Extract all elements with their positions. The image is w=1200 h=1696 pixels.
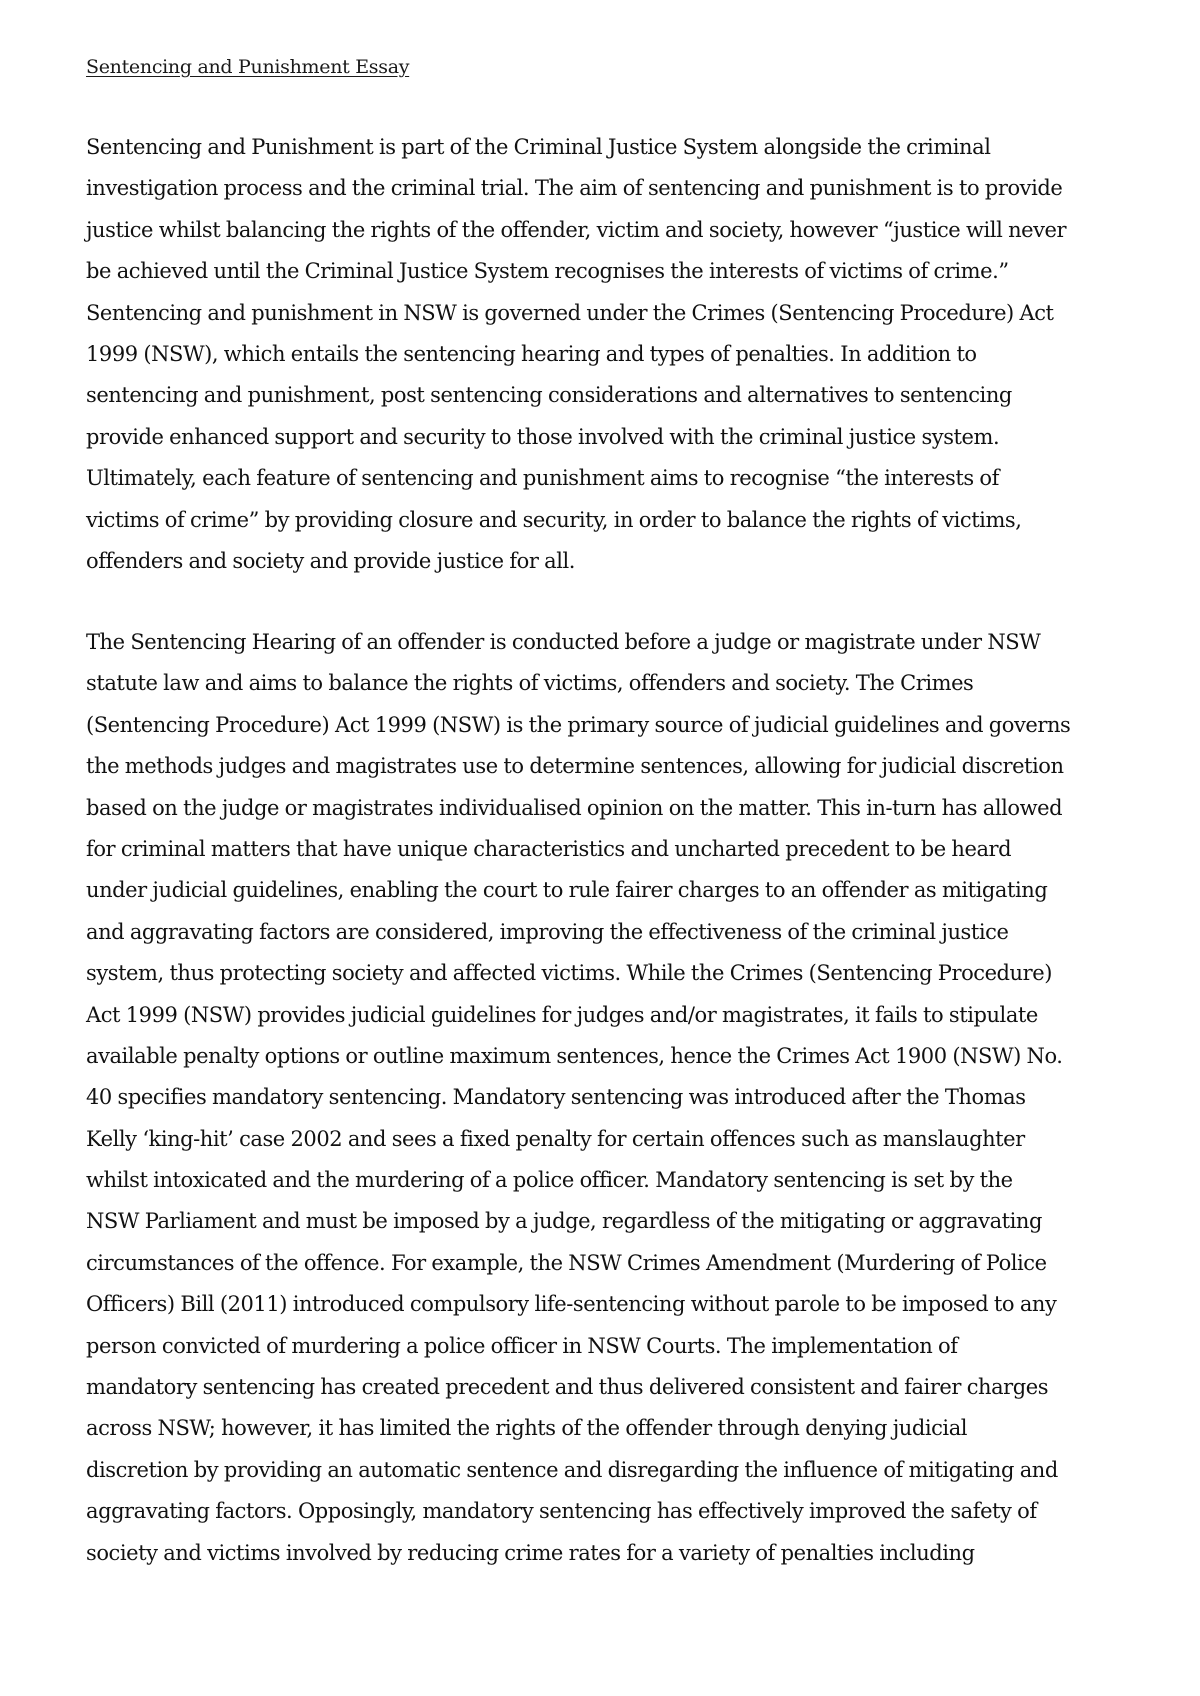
text-line: the methods judges and magistrates use to determine sentences, allowing for judicial discretion	[86, 754, 1064, 779]
text-line: available penalty options or outline maximum sentences, hence the Crimes Act 1900 (NSW) No.	[86, 1043, 1063, 1068]
text-line: sentencing and punishment, post sentencing considerations and alternatives to sentencing	[86, 383, 1012, 408]
paragraph-introduction	[86, 127, 1126, 582]
text-line: Sentencing and Punishment is part of the Criminal Justice System alongside the criminal	[86, 135, 991, 159]
text-line: (Sentencing Procedure) Act 1999 (NSW) is the primary source of judicial guidelines and governs	[86, 712, 1071, 737]
text-line: person convicted of murdering a police officer in NSW Courts. The implementation of	[86, 1333, 958, 1358]
text-line: system, thus protecting society and affected victims. While the Crimes (Sentencing Procedure)	[86, 961, 1052, 986]
text-line: The Sentencing Hearing of an offender is conducted before a judge or magistrate under NSW	[86, 630, 1041, 654]
text-line: and aggravating factors are considered, improving the effectiveness of the criminal justice	[86, 919, 1009, 944]
text-line: Officers) Bill (2011) introduced compulsory life-sentencing without parole to be imposed to any	[86, 1292, 1057, 1317]
text-line: NSW Parliament and must be imposed by a judge, regardless of the mitigating or aggravating	[86, 1209, 1042, 1234]
text-line: mandatory sentencing has created precedent and thus delivered consistent and fairer charges	[86, 1375, 1049, 1400]
text-line: Ultimately, each feature of sentencing and punishment aims to recognise “the interests of	[86, 466, 999, 491]
text-line: for criminal matters that have unique characteristics and uncharted precedent to be heard	[86, 836, 1012, 861]
text-line: circumstances of the offence. For example, the NSW Crimes Amendment (Murdering of Police	[86, 1250, 1047, 1275]
text-line: across NSW; however, it has limited the rights of the offender through denying judicial	[86, 1416, 968, 1441]
text-line: be achieved until the Criminal Justice System recognises the interests of victims of crime.”	[86, 259, 1009, 284]
text-line: whilst intoxicated and the murdering of a police officer. Mandatory sentencing is set by the	[86, 1168, 1013, 1193]
text-line: aggravating factors. Opposingly, mandatory sentencing has effectively improved the safety of	[86, 1499, 1037, 1524]
text-line: under judicial guidelines, enabling the court to rule fairer charges to an offender as mitigating	[86, 878, 1048, 903]
text-line: offenders and society and provide justice for all.	[86, 548, 575, 573]
text-line: investigation process and the criminal trial. The aim of sentencing and punishment is to provide	[86, 176, 1063, 201]
text-line: statute law and aims to balance the rights of victims, offenders and society. The Crimes	[86, 671, 974, 696]
text-line: 1999 (NSW), which entails the sentencing hearing and types of penalties. In addition to	[86, 341, 977, 366]
text-line: discretion by providing an automatic sentence and disregarding the influence of mitigating and	[86, 1457, 1058, 1482]
paragraph-sentencing-hearing	[86, 622, 1126, 1574]
text-line: 40 specifies mandatory sentencing. Mandatory sentencing was introduced after the Thomas	[86, 1085, 1026, 1110]
text-line: Sentencing and punishment in NSW is governed under the Crimes (Sentencing Procedure) Act	[86, 300, 1054, 325]
text-line: justice whilst balancing the rights of the offender, victim and society, however “justice will never	[86, 217, 1067, 242]
document-title: Sentencing and Punishment Essay	[86, 56, 410, 78]
text-line: victims of crime” by providing closure and security, in order to balance the rights of victims,	[86, 507, 1022, 532]
text-line: Kelly ‘king-hit’ case 2002 and sees a fixed penalty for certain offences such as manslaughter	[86, 1126, 1025, 1151]
text-line: Act 1999 (NSW) provides judicial guidelines for judges and/or magistrates, it fails to stipulate	[86, 1002, 1038, 1027]
text-line: society and victims involved by reducing crime rates for a variety of penalties including	[86, 1540, 975, 1565]
text-line: based on the judge or magistrates individualised opinion on the matter. This in-turn has allowed	[86, 795, 1063, 820]
text-line: provide enhanced support and security to those involved with the criminal justice system.	[86, 424, 1000, 449]
